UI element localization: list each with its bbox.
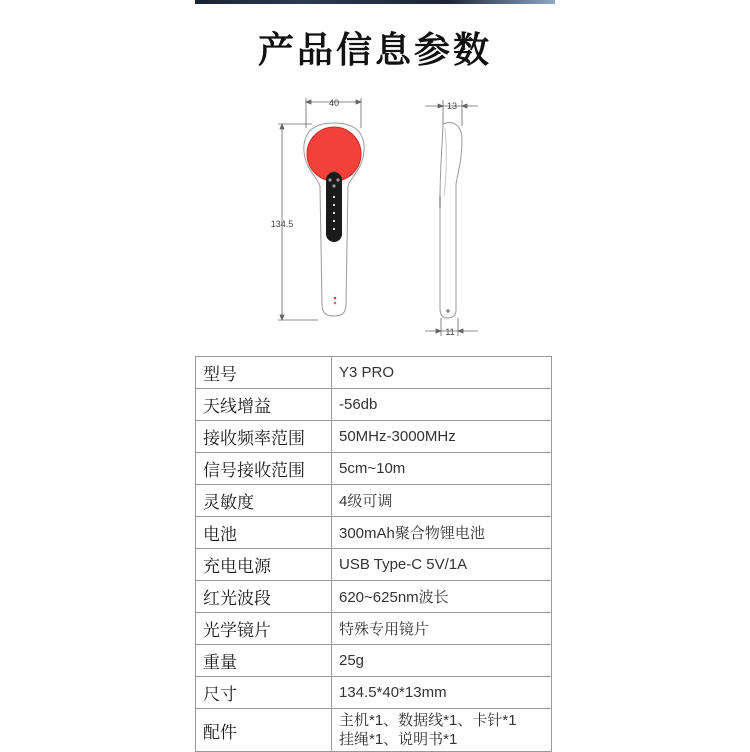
spec-table <box>195 356 552 752</box>
device-front-view <box>304 123 364 316</box>
spec-value: 特殊专用镜片 <box>332 613 552 645</box>
spec-key: 尺寸 <box>196 677 332 709</box>
spec-key: 光学镜片 <box>196 613 332 645</box>
spec-row <box>196 645 552 677</box>
device-side-view <box>439 123 462 318</box>
spec-row <box>196 485 552 517</box>
spec-key: 灵敏度 <box>196 485 332 517</box>
spec-row <box>196 421 552 453</box>
spec-key: 配件 <box>196 709 332 752</box>
spec-row <box>196 581 552 613</box>
spec-row <box>196 613 552 645</box>
spec-key: 重量 <box>196 645 332 677</box>
spec-key: 天线增益 <box>196 389 332 421</box>
spec-value: 300mAh聚合物锂电池 <box>332 517 552 549</box>
spec-row <box>196 709 552 752</box>
spec-row <box>196 549 552 581</box>
spec-value: -56db <box>332 389 552 421</box>
product-dimension-diagram <box>0 0 750 345</box>
spec-value-line: 挂绳*1、说明书*1 <box>339 731 458 748</box>
spec-row <box>196 453 552 485</box>
spec-row <box>196 517 552 549</box>
spec-value <box>332 709 552 752</box>
spec-key: 充电电源 <box>196 549 332 581</box>
spec-key: 红光波段 <box>196 581 332 613</box>
spec-row <box>196 389 552 421</box>
spec-key: 电池 <box>196 517 332 549</box>
spec-value: 5cm~10m <box>332 453 552 485</box>
spec-key: 信号接收范围 <box>196 453 332 485</box>
spec-value: 620~625nm波长 <box>332 581 552 613</box>
spec-value: 25g <box>332 645 552 677</box>
front-height-label: 134.5 <box>270 219 294 229</box>
spec-value: Y3 PRO <box>332 357 552 389</box>
page-title: 产品信息参数 <box>257 30 492 71</box>
side-bottom-label: 11 <box>445 327 455 337</box>
side-top-label: 13 <box>446 101 458 111</box>
spec-value: 50MHz-3000MHz <box>332 421 552 453</box>
spec-value: USB Type-C 5V/1A <box>332 549 552 581</box>
spec-row <box>196 357 552 389</box>
front-width-label: 40 <box>328 98 340 108</box>
control-panel <box>326 172 342 242</box>
spec-row <box>196 677 552 709</box>
spec-value-line: 主机*1、数据线*1、卡针*1 <box>339 712 517 729</box>
spec-value: 4级可调 <box>332 485 552 517</box>
spec-key: 型号 <box>196 357 332 389</box>
spec-key: 接收频率范围 <box>196 421 332 453</box>
spec-value: 134.5*40*13mm <box>332 677 552 709</box>
